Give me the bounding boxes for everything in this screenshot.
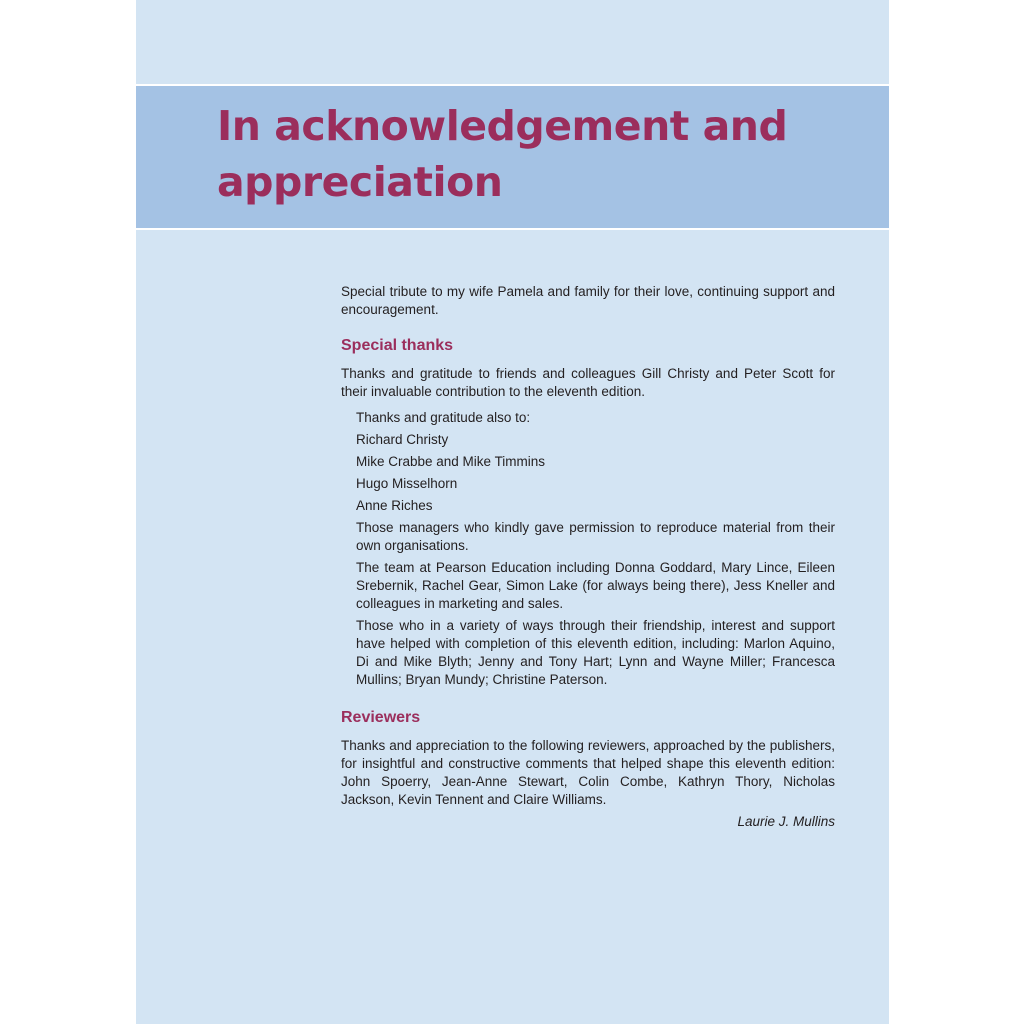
reviewers-heading: Reviewers: [341, 709, 421, 726]
author-signature: Laurie J. Mullins: [737, 814, 835, 829]
special-thanks-heading: Special thanks: [341, 337, 454, 354]
title-band: [136, 84, 889, 230]
list-item: The team at Pearson Education including Donna Goddard, Mary Lince, Eileen Srebernik, Rachel Gear, Simon Lake (for always being there), Jess Kneller and colleagues in marketing and sales.: [356, 560, 835, 611]
list-item: Thanks and gratitude also to:: [356, 410, 531, 425]
list-item: Those managers who kindly gave permission to reproduce material from their own organisations.: [356, 520, 835, 553]
page-content: [341, 283, 835, 831]
list-item: Richard Christy: [356, 432, 449, 447]
list-item: Those who in a variety of ways through their friendship, interest and support have helped with completion of this eleventh edition, including: Marlon Aquino, Di and Mike Blyth; Jenny and Tony Hart; Lynn and Wayne Miller; Francesca Mullins; Bryan Mundy; Christine Paterson.: [356, 618, 835, 687]
list-item: Anne Riches: [356, 498, 433, 513]
list-item: Mike Crabbe and Mike Timmins: [356, 454, 546, 469]
document-page: [136, 0, 889, 1024]
reviewers-paragraph: Thanks and appreciation to the following reviewers, approached by the publishers, for insightful and constructive comments that helped shape this eleventh edition: John Spoerry, Jean-Anne Stewart, Colin Combe, Kathryn Thory, Nicholas Jackson, Kevin Tennent and Claire Williams.: [341, 738, 835, 807]
special-thanks-paragraph: Thanks and gratitude to friends and colleagues Gill Christy and Peter Scott for their invaluable contribution to the eleventh edition.: [341, 366, 835, 399]
thanks-list: [341, 409, 835, 689]
intro-paragraph: Special tribute to my wife Pamela and family for their love, continuing support and encouragement.: [341, 284, 835, 317]
list-item: Hugo Misselhorn: [356, 476, 458, 491]
page-title: In acknowledgement and appreciation: [217, 102, 788, 206]
